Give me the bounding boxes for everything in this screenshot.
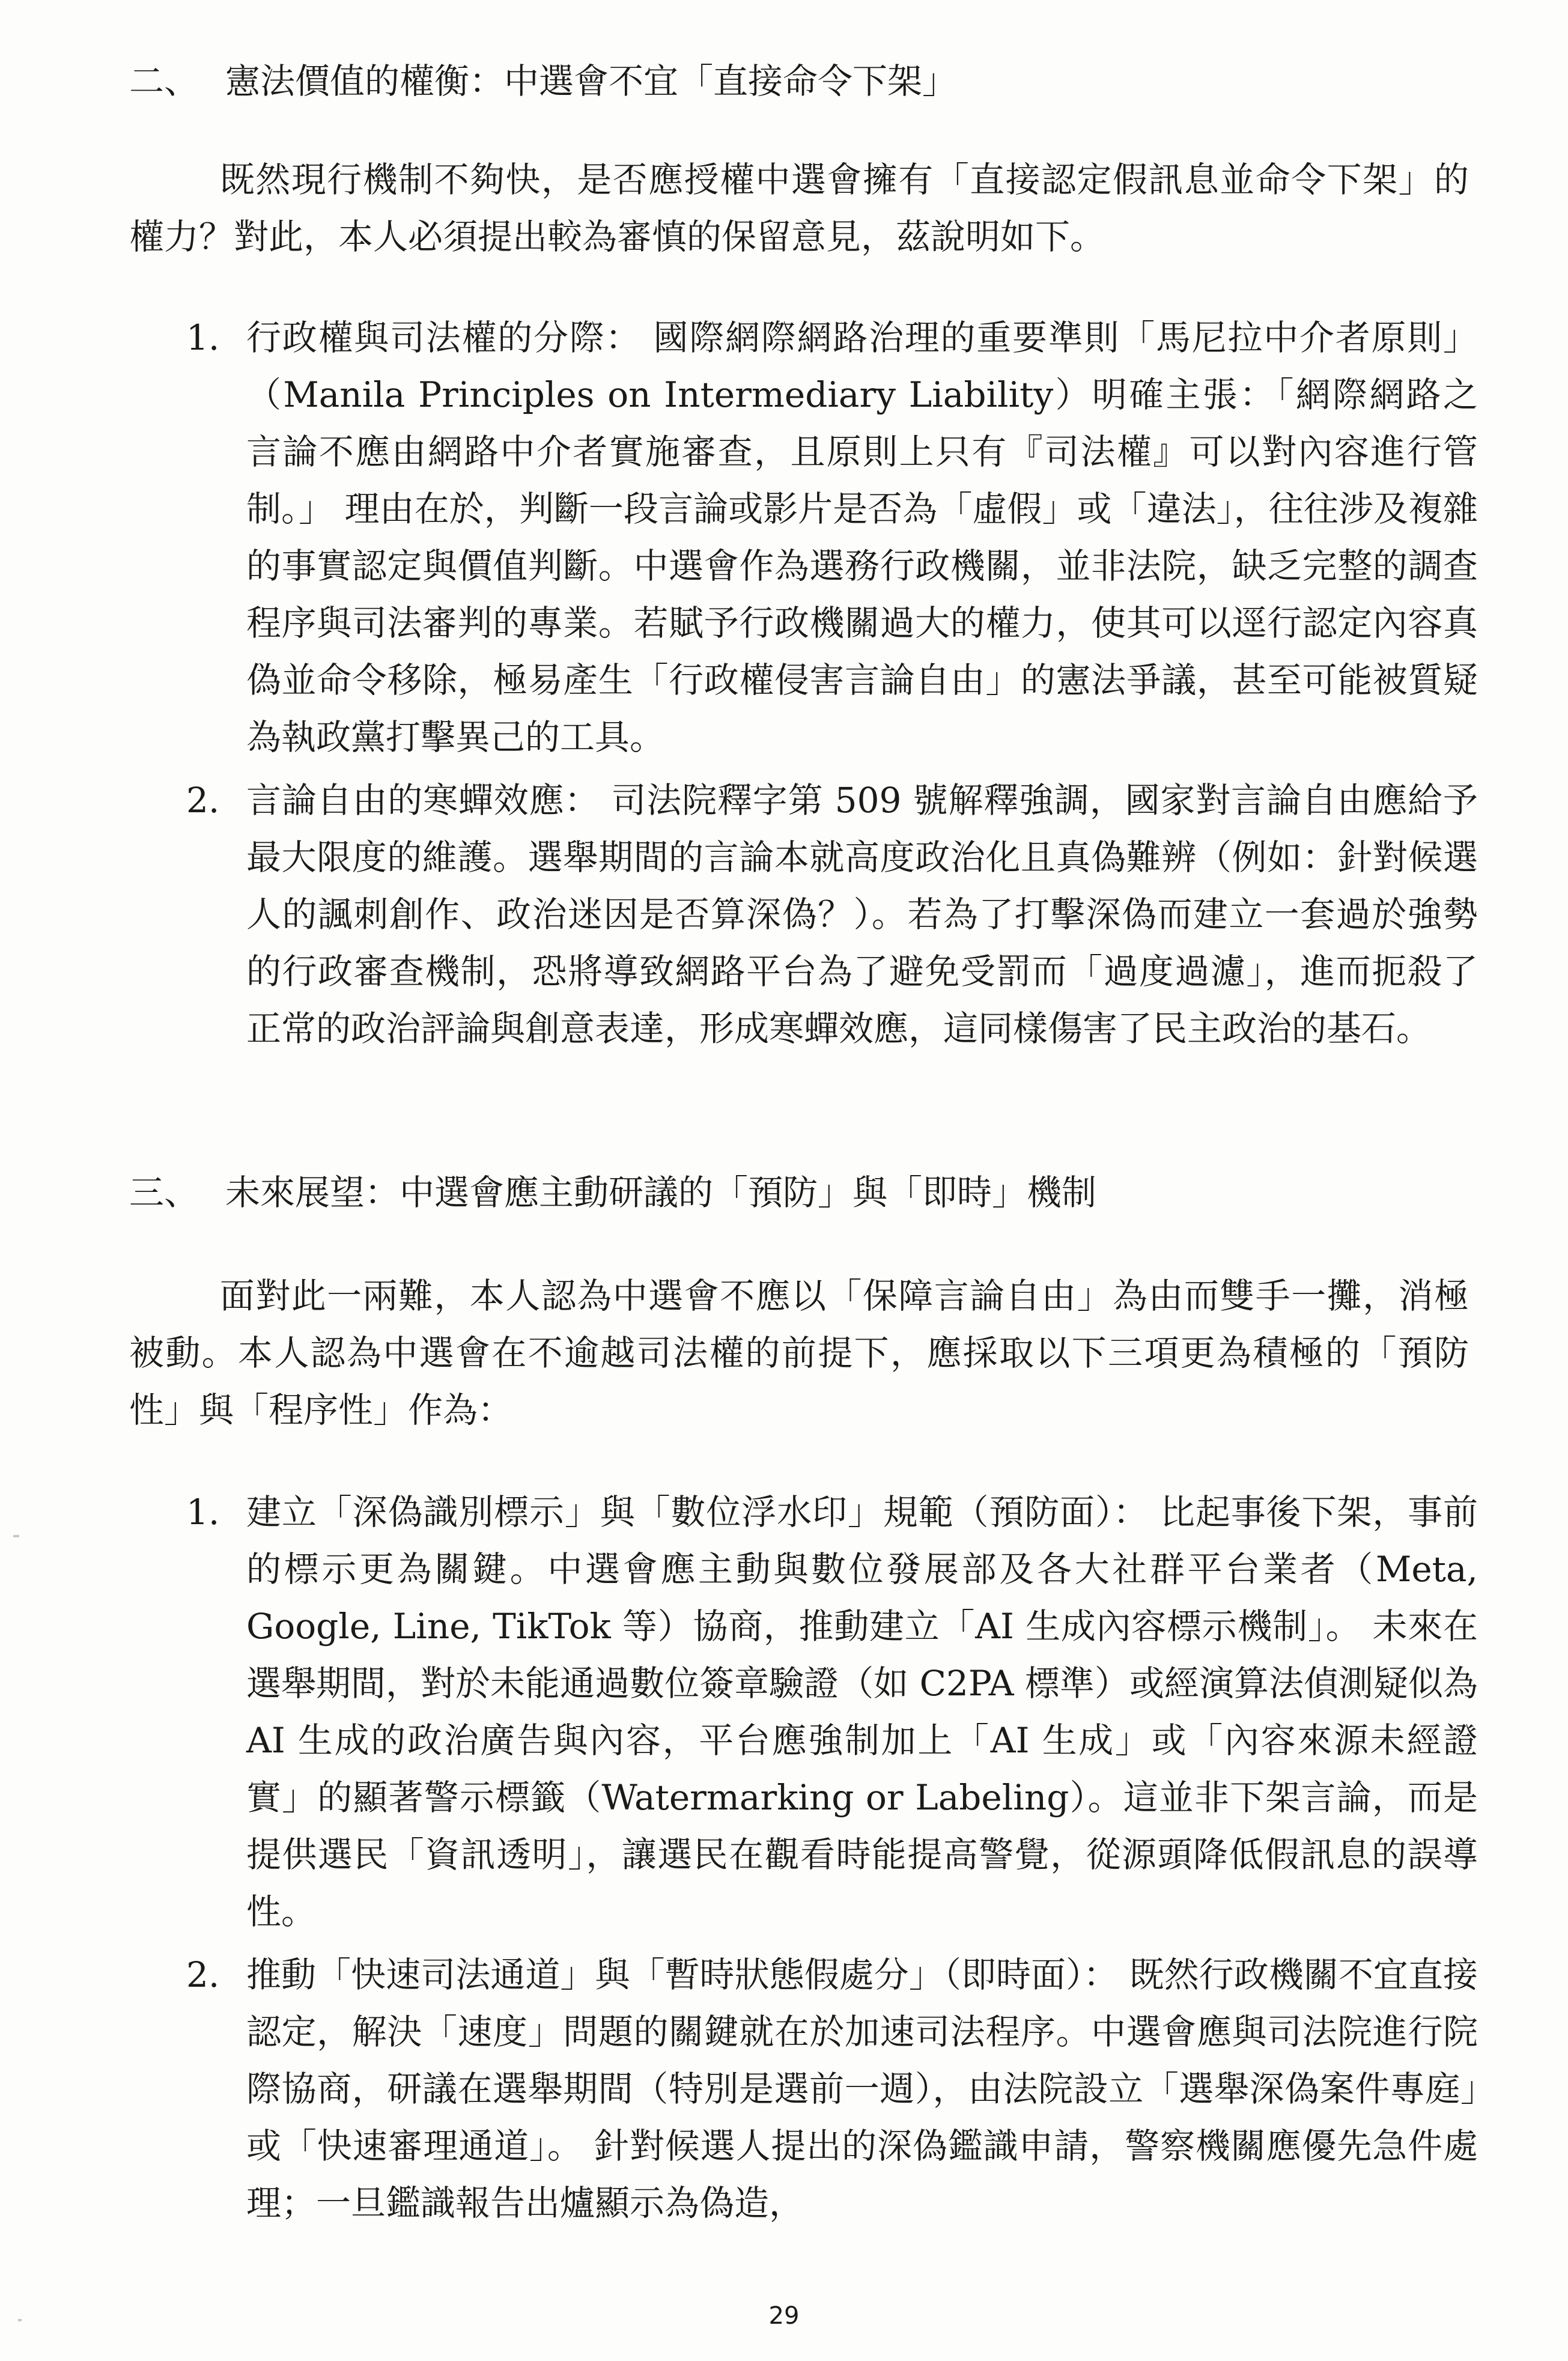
- list-item-text: 言論自由的寒蟬效應： 司法院釋字第 509 號解釋強調，國家對言論自由應給予最大限度的維護。選舉期間的言論本就高度政治化且真偽難辨（例如：針對候選人的諷刺創作、政治迷因是否算深偽？）。若為了打擊深偽而建立一套過於強勢的行政審查機制，恐將導致網路平台為了避免受罰而「過度過濾」，進而扼殺了正常的政治評論與創意表達，形成寒蟬效應，這同樣傷害了民主政治的基石。: [246, 780, 1478, 1049]
- list-item-text: 建立「深偽識別標示」與「數位浮水印」規範（預防面）： 比起事後下架，事前的標示更為關鍵。中選會應主動與數位發展部及各大社群平台業者（Meta, Google, Line, TikTok 等）協商，推動建立「AI 生成內容標示機制」。 未來在選舉期間，對於未能通過數位簽章驗證（如 C2PA 標準）或經演算法偵測疑似為 AI 生成的政治廣告與內容，平台應強制加上「AI 生成」或「內容來源未經證實」的顯著警示標籤（Watermarking or Labeling）。這並非下架言論，而是提供選民「資訊透明」，讓選民在觀看時能提高警覺，從源頭降低假訊息的誤導性。: [246, 1492, 1478, 1932]
- section-3-item-2: [186, 1946, 1478, 2232]
- list-item-text: 行政權與司法權的分際： 國際網際網路治理的重要準則「馬尼拉中介者原則」（Manila Principles on Intermediary Liability）明確主張：「網際網路之言論不應由網路中介者實施審查，且原則上只有『司法權』可以對內容進行管制。」 理由在於，判斷一段言論或影片是否為「虛假」或「違法」，往往涉及複雜的事實認定與價值判斷。中選會作為選務行政機關，並非法院，缺乏完整的調查程序與司法審判的專業。若賦予行政機關過大的權力，使其可以逕行認定內容真偽並命令移除，極易產生「行政權侵害言論自由」的憲法爭議，甚至可能被質疑為執政黨打擊異己的工具。: [246, 317, 1478, 758]
- section-3-heading: [129, 1168, 1096, 1217]
- list-item-text: 推動「快速司法通道」與「暫時狀態假處分」（即時面）： 既然行政機關不宜直接認定，解決「速度」問題的關鍵就在於加速司法程序。中選會應與司法院進行院際協商，研議在選舉期間（特別是選前一週），由法院設立「選舉深偽案件專庭」或「快速審理通道」。 針對候選人提出的深偽鑑識申請，警察機關應優先急件處理；一旦鑑識報告出爐顯示為偽造，: [246, 1954, 1478, 2223]
- section-2-number: 二、: [129, 61, 199, 102]
- section-3-item-1: [186, 1484, 1478, 1940]
- section-2-intro: 既然現行機制不夠快，是否應授權中選會擁有「直接認定假訊息並命令下架」的權力？對此，本人必須提出較為審慎的保留意見，茲說明如下。: [129, 159, 1469, 257]
- scan-speck: [13, 1535, 19, 1537]
- section-2-heading: [129, 57, 957, 105]
- list-marker: 1.: [186, 317, 220, 358]
- section-2-title: 憲法價值的權衡：中選會不宜「直接命令下架」: [225, 61, 958, 102]
- list-marker: 2.: [186, 1954, 220, 1995]
- section-3-intro: 面對此一兩難，本人認為中選會不應以「保障言論自由」為由而雙手一攤，消極被動。本人認為中選會在不逾越司法權的前提下，應採取以下三項更為積極的「預防性」與「程序性」作為：: [129, 1275, 1469, 1430]
- list-marker: 2.: [186, 780, 220, 821]
- list-marker: 1.: [186, 1492, 220, 1533]
- section-3-number: 三、: [129, 1172, 199, 1213]
- section-2-item-1: [186, 309, 1478, 766]
- scan-speck: [18, 2319, 22, 2321]
- page-number: 29: [768, 2302, 800, 2330]
- section-3-title: 未來展望：中選會應主動研議的「預防」與「即時」機制: [225, 1172, 1097, 1213]
- section-2-item-2: [186, 772, 1478, 1057]
